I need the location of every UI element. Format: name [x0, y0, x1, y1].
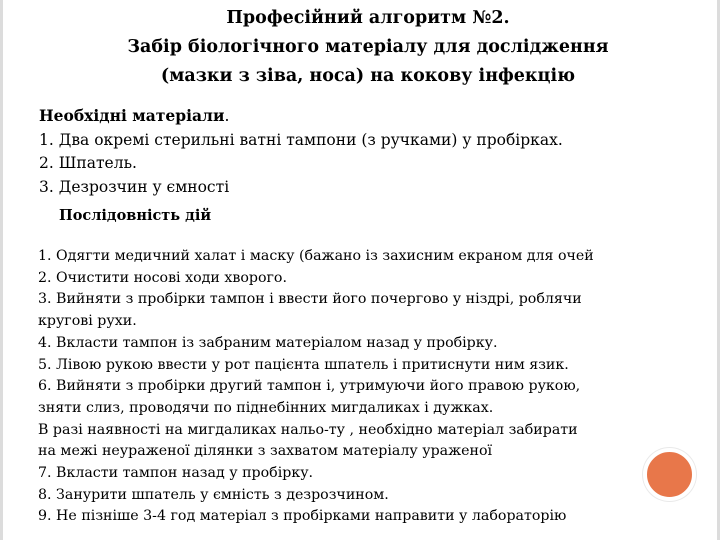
step-line: 7. Вкласти тампон назад у пробірку. [38, 465, 314, 482]
step-line: 5. Лівою рукою ввести у рот пацієнта шпатель і притиснути ним язик. [38, 356, 569, 373]
title-line-2: Забір біологічного матеріалу для дослідження [127, 37, 609, 57]
step-line: 3. Вийняти з пробірки тампон і ввести його почергово у ніздрі, роблячи [38, 291, 582, 308]
page-title [63, 4, 673, 91]
step-line: 9. Не пізніше 3-4 год матеріал з пробірками направити у лабораторію [38, 508, 567, 525]
title-line-1: Професійний алгоритм №2. [226, 8, 510, 28]
decorative-circle [643, 448, 696, 501]
step-line: 8. Занурити шпатель у ємність з дезрозчином. [38, 486, 389, 503]
materials-heading-suffix: . [224, 107, 230, 125]
step-line: В разі наявності на мигдаликах нальо-ту , необхідно матеріал забирати [38, 421, 578, 438]
materials-section [39, 104, 709, 199]
materials-item-1: 1. Два окремі стерильні ватні тампони (з ручками) у пробірках. [39, 130, 563, 149]
step-line: 1. Одягти медичний халат і маску (бажано із захисним екраном для очей [38, 248, 594, 264]
sequence-steps [38, 246, 708, 528]
step-line: зняти слиз, проводячи по піднебінних мигдаликах і дужках. [38, 399, 494, 416]
step-line: 4. Вкласти тампон із забраним матеріалом назад у пробірку. [38, 334, 498, 351]
sequence-heading: Послідовність дій [59, 207, 212, 224]
materials-heading: Необхідні матеріали [39, 106, 225, 125]
step-line: кругові рухи. [38, 313, 137, 330]
step-line: 2. Очистити носові ходи хворого. [38, 269, 287, 286]
title-line-3: (мазки з зіва, носа) на кокову інфекцію [160, 66, 576, 86]
materials-item-3: 3. Дезрозчин у ємності [39, 177, 230, 196]
materials-item-2: 2. Шпатель. [39, 154, 137, 172]
step-line: 6. Вийняти з пробірки другий тампон і, утримуючи його правою рукою, [38, 378, 581, 395]
step-line: на межі неураженої ділянки з захватом матеріалу ураженої [38, 443, 493, 460]
